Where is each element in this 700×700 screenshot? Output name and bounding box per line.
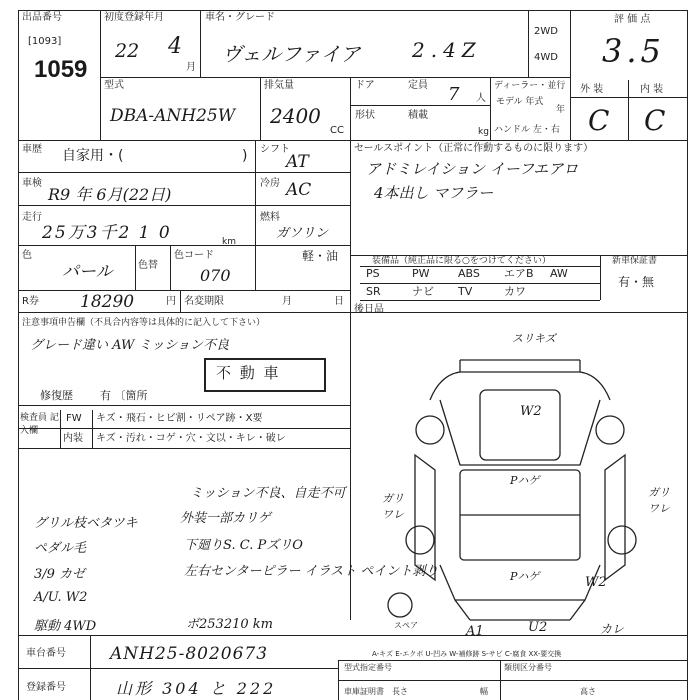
- interior-items: キズ・汚れ・コゲ・穴・文以・キレ・破レ: [96, 433, 286, 444]
- handwritten-line: ペダル毛: [34, 541, 87, 556]
- category-label: 類別区分番号: [504, 663, 552, 672]
- width-label: 幅: [480, 687, 488, 696]
- color-code-label: 色コード: [174, 250, 214, 261]
- diagram-left-note: ガリ ワレ: [382, 492, 404, 521]
- score-label: 評 価 点: [614, 14, 651, 25]
- capacity-label: 定員: [408, 80, 428, 91]
- fuel-label: 燃料: [260, 212, 280, 223]
- spare-tire: [388, 593, 412, 617]
- divider: [18, 312, 687, 313]
- equipment-item: ナビ: [412, 285, 434, 298]
- fw-label: FW: [66, 413, 82, 424]
- year-unit: 年: [556, 105, 566, 115]
- immobile-stamp-text: 不 動 車: [216, 364, 281, 382]
- warranty-label: 新車保証書: [612, 256, 658, 266]
- diagram-a1: A1: [466, 624, 484, 639]
- diagram-u2: U2: [528, 620, 548, 635]
- month-unit: 月: [186, 62, 196, 73]
- rear-line: [455, 600, 470, 620]
- handwritten-line: ボ253210 km: [186, 617, 273, 632]
- divider: [350, 77, 351, 140]
- repair-label: 修復歴: [40, 389, 73, 402]
- equipment-item: PS: [366, 267, 380, 280]
- height-label: 高さ: [580, 687, 596, 696]
- divider: [100, 10, 101, 140]
- handwritten-line: 3/9 カゼ: [34, 567, 86, 582]
- immobile-stamp: [204, 358, 326, 392]
- capacity-unit: 人: [476, 93, 486, 104]
- warranty-value: 有・無: [618, 275, 655, 289]
- sales-points-line2: 4本出し マフラー: [374, 184, 494, 202]
- equipment-item: カワ: [504, 285, 526, 298]
- handwritten-line: ミッション不良、自走不可: [190, 486, 346, 501]
- interior-label: 内 装: [640, 84, 664, 95]
- certificate-label: 車庫証明書: [344, 687, 384, 696]
- first-reg-year: 22: [115, 40, 140, 62]
- mileage-unit: km: [222, 237, 236, 247]
- divider: [100, 77, 570, 78]
- mileage-label: 走行: [22, 212, 42, 223]
- diagram-pbuge-center: Pハゲ: [510, 474, 540, 487]
- usage-value: 自家用・(: [62, 148, 124, 164]
- displacement-unit: CC: [330, 125, 344, 136]
- rear-right-wheel: [608, 526, 636, 554]
- exterior-grade: C: [588, 104, 610, 137]
- ac-label: 冷房: [260, 178, 280, 189]
- lot-number: 1059: [34, 56, 88, 83]
- divider: [200, 10, 201, 77]
- load-label: 積載: [408, 110, 428, 121]
- recycle-unit: 円: [166, 296, 176, 307]
- divider: [18, 172, 350, 173]
- shift-label: シフト: [260, 144, 290, 155]
- divider: [18, 140, 687, 141]
- displacement-value: 2400: [270, 104, 321, 128]
- name-change-day-unit: 日: [334, 296, 344, 307]
- chassis-value: ANH25-8020673: [110, 644, 269, 664]
- interior-row-label: 内装: [63, 433, 83, 444]
- divider: [500, 660, 501, 700]
- ac-value: AC: [286, 180, 312, 200]
- fuel-diesel: 軽・油: [302, 249, 339, 263]
- repair-value: 有 〔箇所: [100, 389, 148, 402]
- score: 3.5: [602, 32, 665, 70]
- color-code-value: 070: [200, 266, 231, 285]
- front-right-wheel: [596, 416, 624, 444]
- inspector-label: 検査員 記入欄: [20, 413, 59, 436]
- drive-2wd: 2WD: [534, 26, 558, 37]
- door-label: ドア: [355, 80, 375, 91]
- fw-items: キズ・飛石・ヒビ割・リペア跡・X要: [96, 413, 263, 424]
- diagram-top-note: スリキズ: [512, 332, 556, 345]
- divider: [18, 428, 350, 429]
- inspection-label: 車検: [22, 178, 42, 189]
- diagram-right-note: ガリ ワレ: [648, 486, 670, 515]
- model-grade-label: 車名・グレード: [205, 12, 275, 23]
- frame-top: [18, 10, 688, 11]
- divider: [360, 283, 600, 284]
- sales-points-label: セールスポイント（正常に作動するものに限ります）: [354, 143, 594, 154]
- mileage-value: 25万3千2 1 0: [42, 223, 172, 243]
- divider: [170, 245, 171, 290]
- divider: [490, 77, 491, 140]
- divider: [180, 290, 181, 312]
- inspection-value: R9 年 6月(22日): [48, 185, 172, 204]
- divider: [18, 245, 350, 246]
- divider: [18, 668, 338, 669]
- rear-line: [570, 600, 585, 620]
- divider: [18, 448, 350, 449]
- equipment-item: AW: [550, 267, 568, 280]
- divider: [360, 300, 600, 301]
- exterior-label: 外 装: [580, 84, 604, 95]
- windshield: [480, 390, 560, 460]
- shape-label: 形状: [355, 110, 375, 121]
- right-side: [605, 455, 625, 580]
- model-name: ヴェルファイア: [222, 42, 361, 66]
- recycle-value: 18290: [80, 292, 135, 312]
- grade: 2.4Z: [412, 38, 482, 62]
- left-side: [415, 455, 435, 580]
- lot-code: [1093]: [28, 36, 62, 47]
- handwritten-line: グリル枝ベタツキ: [34, 516, 138, 531]
- color-label: 色: [22, 250, 32, 261]
- divider: [18, 290, 350, 291]
- recycle-label: R券: [22, 296, 39, 307]
- equipment-item: PW: [412, 267, 430, 280]
- divider: [338, 680, 687, 681]
- displacement-label: 排気量: [264, 80, 294, 91]
- divider: [92, 410, 93, 448]
- registration-label: 登録番号: [26, 682, 66, 693]
- handwritten-line: 下廻りS. C. PズリO: [184, 538, 303, 553]
- color-swap-label: 色替: [138, 260, 158, 271]
- chassis-label: 車台番号: [26, 648, 66, 659]
- divider: [350, 105, 490, 106]
- handwritten-line: 駆動 4WD: [34, 619, 97, 634]
- divider: [338, 660, 687, 661]
- name-change-label: 名変期限: [184, 296, 224, 307]
- divider: [570, 10, 571, 140]
- divider: [628, 80, 629, 140]
- dealer-label: ディーラー・並行: [494, 81, 566, 91]
- notes-label: 注意事項申告欄（不具合内容等は具体的に記入して下さい）: [22, 318, 266, 328]
- divider: [18, 205, 350, 206]
- capacity-value: 7: [448, 84, 460, 105]
- divider: [350, 140, 351, 620]
- fuel-gas: ガソリン: [276, 226, 329, 241]
- diagram-spare-label: スペア: [394, 621, 418, 630]
- shift-value: AT: [286, 152, 309, 172]
- equipment-item: エアB: [504, 267, 534, 280]
- registration-value: 山形 304 と 222: [116, 679, 277, 698]
- divider: [18, 405, 350, 406]
- front-hood-outline: [430, 372, 610, 400]
- equipment-item: SR: [366, 285, 381, 298]
- lot-label: 出品番号: [22, 12, 62, 23]
- divider: [255, 140, 256, 290]
- frame-right: [687, 10, 688, 700]
- load-unit: kg: [478, 127, 489, 137]
- equipment-item: TV: [458, 285, 473, 298]
- sales-points-line1: アドミレイション イーフエアロ: [366, 160, 579, 178]
- notes-line1: グレード違い AW ミッション不良: [30, 338, 229, 353]
- divider: [528, 10, 529, 77]
- length-label: 長さ: [392, 687, 408, 696]
- usage-label: 車歴: [22, 144, 42, 155]
- first-reg-month: 4: [168, 34, 182, 59]
- equipment-label: 装備品（純正品に限る○をつけてください）: [372, 256, 551, 266]
- frame-left: [18, 10, 19, 700]
- divider: [600, 255, 601, 300]
- interior-grade: C: [644, 104, 666, 137]
- diagram-pbuge-lower: Pハゲ: [510, 570, 540, 583]
- handwritten-line: 左右センターピラー イラスト ペイント剥り: [184, 564, 439, 579]
- rear-left-wheel: [406, 526, 434, 554]
- first-reg-label: 初度登録年月: [104, 12, 164, 23]
- diagram-w2-top: W2: [520, 404, 542, 419]
- type-value: DBA-ANH25W: [110, 106, 236, 126]
- front-left-wheel: [416, 416, 444, 444]
- after-fit-label: 後日品: [354, 304, 384, 315]
- drive-4wd: 4WD: [534, 52, 558, 63]
- model-year-label: モデル 年式: [496, 97, 544, 107]
- handwritten-line: A/U. W2: [34, 590, 88, 605]
- handle-label: ハンドル 左・右: [494, 125, 560, 135]
- equipment-item: ABS: [458, 267, 480, 280]
- name-change-month-unit: 月: [282, 296, 292, 307]
- divider: [60, 410, 61, 448]
- diagram-kare: カレ: [600, 622, 625, 636]
- diagram-legend: A-キズ E-エクボ U-凹み W-補修跡 S-サビ C-腐食 XX-要交換: [372, 650, 562, 658]
- color-value: パール: [62, 262, 113, 282]
- type-label: 型式: [104, 80, 124, 91]
- handwritten-line: 外装一部カリゲ: [180, 511, 271, 526]
- divider: [135, 245, 136, 290]
- diagram-w2-right: W2: [585, 575, 607, 590]
- usage-close: ): [242, 148, 248, 164]
- type-designation-label: 型式指定番号: [344, 663, 392, 672]
- divider: [260, 77, 261, 140]
